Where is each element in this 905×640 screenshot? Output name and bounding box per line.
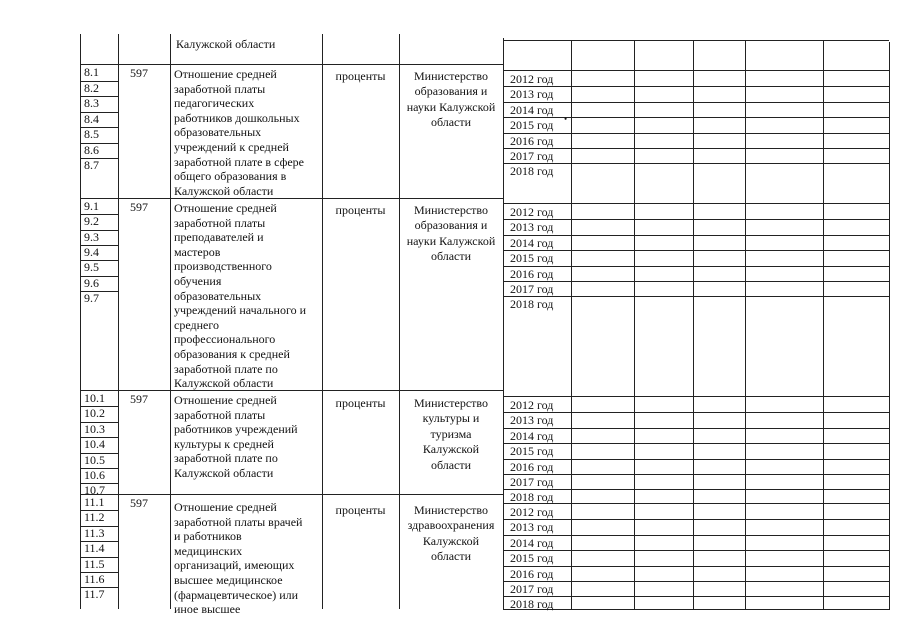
indicator-title-line: организаций, имеющих xyxy=(174,558,295,573)
year-label: 2017 год xyxy=(510,149,554,163)
row-line xyxy=(503,250,889,251)
indicator-title-line: высшее медицинское xyxy=(174,573,283,587)
indicator-title-line: преподавателей и xyxy=(174,230,264,245)
row-line xyxy=(503,148,889,149)
organization-line: Министерство xyxy=(414,396,488,410)
row-number: 9.1 xyxy=(84,199,99,213)
row-line xyxy=(80,64,503,65)
row-number: 8.4 xyxy=(84,111,99,126)
row-number: 11.2 xyxy=(84,510,105,525)
indicator-title-line: общего образования в xyxy=(174,169,287,184)
organization-line: образования и xyxy=(414,218,488,233)
indicator-title-line: и работников xyxy=(174,529,242,544)
indicator-title-line: работников учреждений xyxy=(174,422,298,437)
organization-line: области xyxy=(430,115,472,130)
year-label: 2016 год xyxy=(510,459,554,474)
row-line xyxy=(503,133,889,134)
row-number: 8.6 xyxy=(84,142,99,157)
organization-line: Министерство xyxy=(414,203,488,217)
indicator-title-line: заработной платы xyxy=(174,407,266,422)
code-597: 597 xyxy=(130,66,148,80)
indicator-title-line: заработной платы xyxy=(174,215,266,230)
row-line xyxy=(503,117,889,118)
year-label: 2013 год xyxy=(510,520,554,535)
indicator-title-line: обучения xyxy=(174,274,222,288)
year-label: 2015 год xyxy=(510,118,554,133)
unit-label: проценты xyxy=(335,203,386,217)
year-label: 2012 год xyxy=(510,205,554,219)
organization-line: области xyxy=(430,249,472,264)
organization-line: культуры и xyxy=(422,411,480,426)
indicator-title-line: Калужской области xyxy=(174,466,274,480)
row-number: 9.6 xyxy=(84,275,99,290)
organization-line: науки Калужской xyxy=(406,233,496,248)
year-label: 2016 год xyxy=(510,266,554,281)
row-line xyxy=(503,443,889,444)
indicator-title-line: Отношение средней xyxy=(174,500,277,514)
unit-label: проценты xyxy=(335,396,386,410)
year-label: 2016 год xyxy=(510,133,554,148)
indicator-title-line: образовательных xyxy=(174,288,262,303)
year-label: 2013 год xyxy=(510,87,554,102)
year-label: 2014 год xyxy=(510,428,554,443)
row-line xyxy=(503,596,889,597)
row-number: 9.5 xyxy=(84,260,99,275)
row-number: 10.3 xyxy=(84,421,105,436)
year-label: 2018 год xyxy=(510,490,554,505)
indicator-title-line: заработной плате по xyxy=(174,361,278,376)
row-number: 11.1 xyxy=(84,495,105,509)
year-label: 2017 год xyxy=(510,282,554,296)
year-label: 2014 год xyxy=(510,235,554,250)
year-label: 2018 год xyxy=(510,597,554,612)
indicator-title-line: работников дошкольных xyxy=(174,110,300,125)
row-line xyxy=(503,296,889,297)
indicator-title-line: заработной плате в сфере xyxy=(174,154,304,169)
row-number: 9.2 xyxy=(84,214,99,229)
row-line xyxy=(503,428,889,429)
indicator-title-line: педагогических xyxy=(174,96,255,111)
row-line xyxy=(503,281,889,282)
indicator-title-line: образования к средней xyxy=(174,347,290,361)
col-line xyxy=(80,34,81,609)
row-line xyxy=(503,40,889,41)
row-line xyxy=(503,219,889,220)
indicator-title-line: образовательных xyxy=(174,125,262,140)
year-label: 2015 год xyxy=(510,551,554,566)
organization-line: здравоохранения xyxy=(407,518,495,533)
row-line xyxy=(503,86,889,87)
row-line xyxy=(503,102,889,103)
year-label: 2015 год xyxy=(510,444,554,459)
row-line xyxy=(503,412,889,413)
code-597: 597 xyxy=(130,200,148,214)
organization-line: Министерство xyxy=(414,503,488,517)
col-line xyxy=(693,40,694,610)
row-line xyxy=(80,390,503,391)
col-line xyxy=(634,40,635,610)
indicator-title-line: Калужской области xyxy=(174,183,274,198)
indicator-title-line: иное высшее xyxy=(174,602,241,617)
indicator-title-line: профессионального xyxy=(174,332,276,347)
indicator-title-line: Калужской области xyxy=(174,376,274,391)
indicator-title-line: Отношение средней xyxy=(174,393,277,407)
col-line xyxy=(118,34,119,609)
indicator-title-line: заработной платы xyxy=(174,81,266,96)
indicator-title-line: (фармацевтическое) или xyxy=(174,587,299,602)
year-label: 2017 год xyxy=(510,582,554,596)
year-label: 2015 год xyxy=(510,251,554,266)
indicator-title-line: культуры к средней xyxy=(174,436,274,451)
row-number: 11.4 xyxy=(84,541,105,556)
organization-line: науки Калужской xyxy=(406,99,496,114)
indicator-title-line: заработной плате по xyxy=(174,451,278,466)
row-line xyxy=(80,494,503,495)
organization-line: Министерство xyxy=(414,69,488,83)
col-line xyxy=(571,40,572,610)
row-line xyxy=(503,566,889,567)
year-label: 2013 год xyxy=(510,220,554,235)
organization-line: Калужской xyxy=(422,442,480,457)
indicator-title-line: Отношение средней xyxy=(174,201,277,215)
indicator-title-line: мастеров xyxy=(174,244,221,259)
row-number: 9.4 xyxy=(84,244,99,259)
organization-line: Калужской xyxy=(422,533,480,548)
row-line xyxy=(80,198,503,199)
row-number: 10.1 xyxy=(84,391,105,405)
row-number: 8.5 xyxy=(84,127,99,141)
row-line xyxy=(503,266,889,267)
year-label: 2014 год xyxy=(510,535,554,550)
col-line xyxy=(823,40,824,610)
row-number: 8.7 xyxy=(84,158,99,172)
row-line xyxy=(503,519,889,520)
row-line xyxy=(503,203,889,204)
indicator-title-line: производственного xyxy=(174,259,272,274)
unit-label: проценты xyxy=(335,503,386,517)
indicator-title-line: Отношение средней xyxy=(174,67,277,81)
indicator-title-line: медицинских xyxy=(174,543,243,558)
unit-label: проценты xyxy=(335,69,386,83)
organization-line: туризма xyxy=(430,426,472,441)
row-line xyxy=(503,163,889,164)
year-label: 2013 год xyxy=(510,413,554,428)
year-label: 2018 год xyxy=(510,297,554,312)
year-label: 2012 год xyxy=(510,398,554,412)
row-number: 11.6 xyxy=(84,572,105,586)
organization-line: области xyxy=(430,457,472,472)
pen-mark: • xyxy=(564,114,568,124)
row-number: 9.7 xyxy=(84,290,99,305)
row-number: 11.3 xyxy=(84,525,105,540)
row-line xyxy=(503,474,889,475)
row-line xyxy=(503,581,889,582)
row-number: 9.3 xyxy=(84,229,99,244)
row-number: 11.5 xyxy=(84,556,105,571)
year-label: 2018 год xyxy=(510,164,554,179)
row-number: 10.7 xyxy=(84,483,105,498)
row-line xyxy=(503,396,889,397)
row-number: 10.2 xyxy=(84,406,105,421)
organization-line: области xyxy=(430,549,472,564)
row-number: 8.3 xyxy=(84,96,99,110)
row-number: 8.2 xyxy=(84,80,99,95)
year-label: 2017 год xyxy=(510,475,554,489)
row-line xyxy=(503,550,889,551)
indicator-title-line: среднего xyxy=(174,317,219,332)
row-line xyxy=(503,503,889,504)
row-line xyxy=(503,535,889,536)
row-number: 10.5 xyxy=(84,452,105,467)
col-line xyxy=(170,34,171,609)
row-line xyxy=(503,235,889,236)
col-line xyxy=(322,34,323,609)
row-number: 10.4 xyxy=(84,437,105,452)
indicator-title-line: заработной платы врачей xyxy=(174,514,303,529)
year-label: 2012 год xyxy=(510,72,554,86)
row-line xyxy=(503,459,889,460)
year-label: 2014 год xyxy=(510,102,554,117)
row-line xyxy=(503,489,889,490)
col-line xyxy=(745,40,746,610)
row-line xyxy=(503,609,889,610)
code-597: 597 xyxy=(130,496,148,510)
row-number: 11.7 xyxy=(84,587,105,602)
year-label: 2012 год xyxy=(510,505,554,519)
row-line xyxy=(503,70,889,71)
row-number: 8.1 xyxy=(84,65,99,79)
indicator-title-line: учреждений к средней xyxy=(174,140,289,154)
intro-title-tail: Калужской области xyxy=(176,37,276,51)
col-line xyxy=(889,42,890,610)
col-line xyxy=(503,38,504,610)
indicator-title-line: учреждений начального и xyxy=(174,303,307,318)
row-number: 10.6 xyxy=(84,468,105,482)
organization-line: образования и xyxy=(414,84,488,99)
code-597: 597 xyxy=(130,392,148,406)
year-label: 2016 год xyxy=(510,566,554,581)
